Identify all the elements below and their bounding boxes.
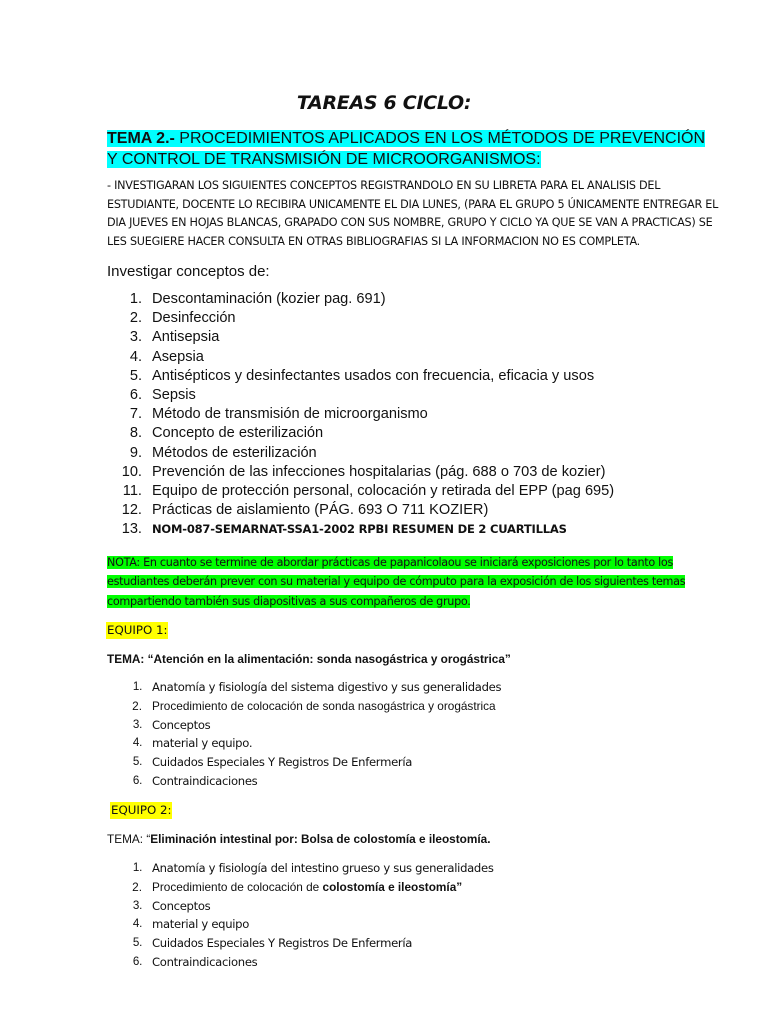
equipo-1-list xyxy=(107,678,727,791)
list-item xyxy=(107,753,727,772)
list-item xyxy=(107,424,727,443)
equipo-2-list xyxy=(107,859,727,972)
list-item xyxy=(107,309,727,328)
list-text: Asepsia xyxy=(152,348,204,365)
list-text: Prácticas de aislamiento (PÁG. 693 O 711 KOZIER) xyxy=(152,502,489,519)
list-text: Contraindicaciones xyxy=(152,954,258,969)
nota-line: NOTA: En cuanto se termine de abordar prácticas de papanicolaou se iniciará exposiciones por lo tanto los xyxy=(107,556,674,569)
list-number: 4. xyxy=(129,348,142,365)
list-number: 10. xyxy=(121,463,142,480)
list-number: 12. xyxy=(121,502,142,519)
list-item xyxy=(107,915,727,934)
list-item xyxy=(107,501,727,520)
list-number: 6. xyxy=(132,954,142,968)
instructions-line: LES SUEGIERE HACER CONSULTA EN OTRAS BIBLIOGRAFIAS SI LA INFORMACION NO ES COMPLETA. xyxy=(107,235,640,249)
list-number: 3. xyxy=(132,717,142,731)
list-item xyxy=(107,405,727,424)
list-text: Descontaminación (kozier pag. 691) xyxy=(152,291,386,307)
list-text: Contraindicaciones xyxy=(152,773,258,788)
list-item xyxy=(107,444,727,463)
list-number: 5. xyxy=(132,755,142,769)
list-item xyxy=(107,367,727,386)
list-item xyxy=(107,463,727,482)
list-number: 9. xyxy=(129,444,142,461)
list-number: 5. xyxy=(129,367,142,384)
list-number: 2. xyxy=(132,698,142,713)
investigar-heading: Investigar conceptos de: xyxy=(107,263,270,280)
list-text: Antisepsia xyxy=(152,329,220,346)
list-item xyxy=(107,386,727,405)
list-text: material y equipo xyxy=(152,917,250,932)
list-number: 1. xyxy=(132,861,142,874)
list-number: 7. xyxy=(129,406,142,423)
list-number: 3. xyxy=(129,329,142,346)
list-text: Equipo de protección personal, colocación y retirada del EPP (pag 695) xyxy=(152,482,615,499)
list-item xyxy=(107,859,727,878)
list-item xyxy=(107,772,727,791)
list-text: Cuidados Especiales Y Registros De Enfermería xyxy=(152,755,413,770)
instructions-paragraph xyxy=(107,177,747,252)
list-text: Procedimiento de colocación de sonda nasogástrica y orogástrica xyxy=(152,698,496,713)
concepts-list xyxy=(107,290,727,539)
list-item xyxy=(107,520,727,539)
equipo-2-label: EQUIPO 2: xyxy=(111,803,172,817)
nota-line: estudiantes deberán prever con su material y equipo de cómputo para la exposición de los siguientes temas xyxy=(107,575,686,589)
list-number: 6. xyxy=(132,773,142,787)
list-number: 5. xyxy=(132,936,142,950)
equipo-1-label: EQUIPO 1: xyxy=(107,623,168,637)
nota-paragraph xyxy=(107,553,727,611)
tema-2-highlight xyxy=(107,130,705,168)
list-item xyxy=(107,734,727,753)
list-number: 2. xyxy=(129,310,142,327)
list-item xyxy=(107,934,727,953)
page-title: TAREAS 6 CICLO: xyxy=(296,92,472,114)
list-item xyxy=(107,328,727,347)
list-text: Concepto de esterilización xyxy=(152,425,324,442)
list-item xyxy=(107,716,727,735)
instructions-line: DIA JUEVES EN HOJAS BLANCAS, GRAPADO CON SUS NOMBRE, GRUPO Y CICLO YA QUE SE VAN A PRACTICAS) SE xyxy=(107,216,713,230)
list-text: Prevención de las infecciones hospitalarias (pág. 688 o 703 de kozier) xyxy=(152,463,606,480)
list-text: Cuidados Especiales Y Registros De Enfermería xyxy=(152,936,413,951)
list-item xyxy=(107,878,727,897)
tema-2-label: TEMA 2.- xyxy=(107,130,175,147)
list-number: 3. xyxy=(132,898,142,912)
list-text: Desinfección xyxy=(152,310,236,327)
equipo-2-tema xyxy=(107,832,747,846)
list-number: 4. xyxy=(132,917,142,931)
list-number: 1. xyxy=(132,680,142,693)
list-text: material y equipo. xyxy=(152,736,253,751)
list-text: Sepsis xyxy=(152,386,196,403)
equipo-2-tema-prefix: TEMA: “ xyxy=(107,832,151,846)
list-item xyxy=(107,697,727,716)
equipo-2-tema-bold: Eliminación intestinal por: Bolsa de colostomía e ileostomía. xyxy=(150,832,491,846)
list-item xyxy=(107,953,727,972)
list-text: NOM-087-SEMARNAT-SSA1-2002 RPBI RESUMEN DE 2 CUARTILLAS xyxy=(152,522,567,537)
list-item xyxy=(107,290,727,309)
list-number: 2. xyxy=(132,879,142,894)
list-item xyxy=(107,348,727,367)
list-text: Conceptos xyxy=(152,717,211,732)
list-text: Métodos de esterilización xyxy=(152,444,317,461)
list-item xyxy=(107,897,727,916)
list-item xyxy=(107,678,727,697)
list-number: 13. xyxy=(121,521,142,538)
instructions-line: ESTUDIANTE, DOCENTE LO RECIBIRA UNICAMENTE EL DIA LUNES, (PARA EL GRUPO 5 ÚNICAMENTE ENTREGAR EL xyxy=(107,197,719,211)
list-number: 11. xyxy=(122,482,142,499)
list-number: 4. xyxy=(132,736,142,750)
nota-line: compartiendo también sus diapositivas a sus compañeros de grupo. xyxy=(107,594,471,608)
tema-2-heading xyxy=(107,128,707,170)
list-text: Anatomía y fisiología del intestino grueso y sus generalidades xyxy=(152,861,494,875)
list-text-bold: colostomía e ileostomía” xyxy=(322,879,463,894)
instructions-line: - INVESTIGARAN LOS SIGUIENTES CONCEPTOS REGISTRANDOLO EN SU LIBRETA PARA EL ANALISIS DEL xyxy=(107,179,661,192)
list-number: 1. xyxy=(129,291,142,307)
list-text: Conceptos xyxy=(152,898,211,913)
list-text: Antisépticos y desinfectantes usados con frecuencia, eficacia y usos xyxy=(152,367,595,384)
list-number: 6. xyxy=(129,386,142,403)
list-item xyxy=(107,482,727,501)
tema-2-text: PROCEDIMIENTOS APLICADOS EN LOS MÉTODOS DE PREVENCIÓN Y CONTROL DE TRANSMISIÓN DE MICROORGANISMOS: xyxy=(107,130,706,168)
list-text: Procedimiento de colocación de xyxy=(152,879,323,894)
list-number: 8. xyxy=(129,425,142,442)
list-text: Método de transmisión de microorganismo xyxy=(152,406,428,423)
equipo-1-tema: TEMA: “Atención en la alimentación: sonda nasogástrica y orogástrica” xyxy=(107,652,511,666)
list-text: Anatomía y fisiología del sistema digestivo y sus generalidades xyxy=(152,680,502,694)
